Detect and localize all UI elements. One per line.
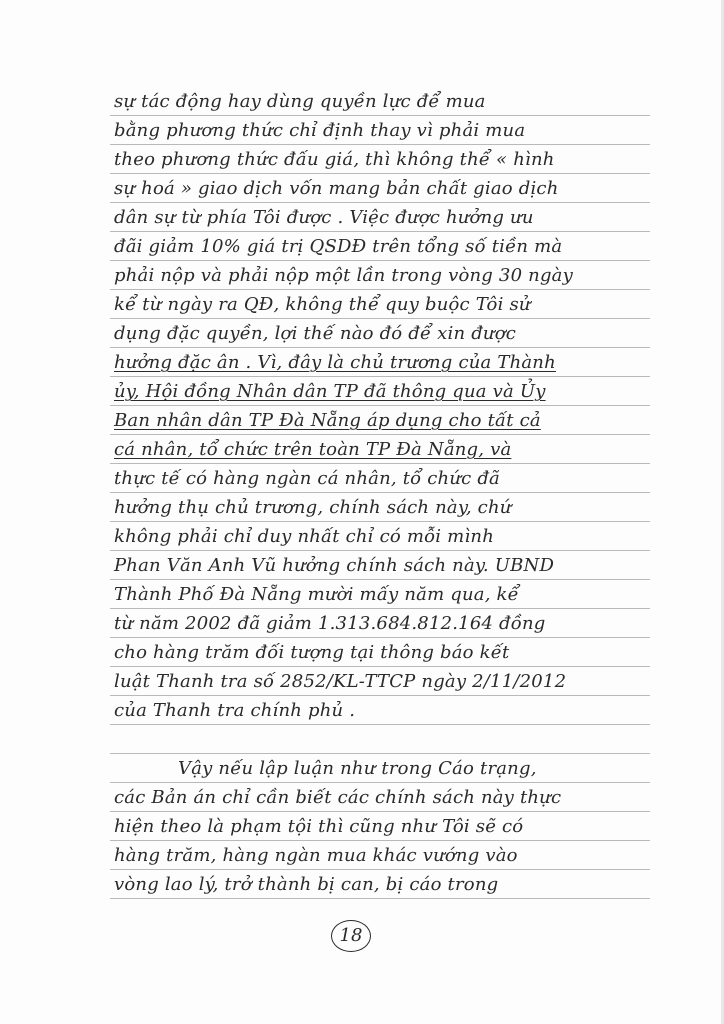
text-line: Thành Phố Đà Nẵng mười mấy năm qua, kể bbox=[114, 584, 519, 605]
ruled-line bbox=[110, 405, 650, 406]
ruled-line bbox=[110, 869, 650, 870]
ruled-line bbox=[110, 376, 650, 377]
ruled-line bbox=[110, 898, 650, 899]
ruled-line bbox=[110, 260, 650, 261]
ruled-line bbox=[110, 115, 650, 116]
text-line: hiện theo là phạm tội thì cũng như Tôi sẽ có bbox=[114, 816, 524, 837]
text-line: các Bản án chỉ cần biết các chính sách này thực bbox=[114, 787, 562, 808]
ruled-line bbox=[110, 637, 650, 638]
ruled-line bbox=[110, 202, 650, 203]
ruled-line bbox=[110, 753, 650, 754]
text-line: sự hoá » giao dịch vốn mang bản chất giao dịch bbox=[114, 178, 559, 199]
text-line: Ban nhân dân TP Đà Nẵng áp dụng cho tất cả bbox=[114, 410, 541, 431]
text-line: Phan Văn Anh Vũ hưởng chính sách này. UBND bbox=[114, 555, 555, 576]
ruled-line bbox=[110, 434, 650, 435]
text-line: hàng trăm, hàng ngàn mua khác vướng vào bbox=[114, 845, 518, 866]
text-line: ủy, Hội đồng Nhân dân TP đã thông qua và Ủy bbox=[114, 381, 546, 402]
ruled-line bbox=[110, 521, 650, 522]
text-line: đãi giảm 10% giá trị QSDĐ trên tổng số tiền mà bbox=[114, 236, 563, 257]
text-line: vòng lao lý, trở thành bị can, bị cáo trong bbox=[114, 874, 499, 895]
ruled-line bbox=[110, 695, 650, 696]
ruled-line bbox=[110, 289, 650, 290]
page-number: 18 bbox=[331, 920, 371, 952]
text-line: sự tác động hay dùng quyền lực để mua bbox=[114, 91, 486, 112]
text-line: luật Thanh tra số 2852/KL-TTCP ngày 2/11/2012 bbox=[114, 671, 567, 692]
ruled-line bbox=[110, 550, 650, 551]
text-line: kể từ ngày ra QĐ, không thể quy buộc Tôi sử bbox=[114, 294, 531, 315]
ruled-line bbox=[110, 231, 650, 232]
ruled-line bbox=[110, 608, 650, 609]
ruled-line bbox=[110, 463, 650, 464]
ruled-line bbox=[110, 579, 650, 580]
text-line: của Thanh tra chính phủ . bbox=[114, 700, 356, 721]
text-line: hưởng đặc ân . Vì, đây là chủ trương của Thành bbox=[114, 352, 556, 373]
text-line: dụng đặc quyền, lợi thế nào đó để xin được bbox=[114, 323, 517, 344]
text-line: dân sự từ phía Tôi được . Việc được hưởng ưu bbox=[114, 207, 534, 228]
ruled-line bbox=[110, 811, 650, 812]
text-line: không phải chỉ duy nhất chỉ có mỗi mình bbox=[114, 526, 494, 547]
text-line: từ năm 2002 đã giảm 1.313.684.812.164 đồng bbox=[114, 613, 546, 634]
ruled-line bbox=[110, 347, 650, 348]
ruled-line bbox=[110, 724, 650, 725]
text-line: Vậy nếu lập luận như trong Cáo trạng, bbox=[178, 758, 537, 779]
text-line: cá nhân, tổ chức trên toàn TP Đà Nẵng, và bbox=[114, 439, 512, 460]
text-line: theo phương thức đấu giá, thì không thể « hình bbox=[114, 149, 555, 170]
text-line: phải nộp và phải nộp một lần trong vòng 30 ngày bbox=[114, 265, 573, 286]
text-line: thực tế có hàng ngàn cá nhân, tổ chức đã bbox=[114, 468, 500, 489]
ruled-line bbox=[110, 318, 650, 319]
ruled-line bbox=[110, 782, 650, 783]
text-line: hưởng thụ chủ trương, chính sách này, chứ bbox=[114, 497, 512, 518]
text-line: bằng phương thức chỉ định thay vì phải mua bbox=[114, 120, 526, 141]
ruled-line bbox=[110, 840, 650, 841]
ruled-line bbox=[110, 492, 650, 493]
ruled-line bbox=[110, 144, 650, 145]
ruled-line bbox=[110, 666, 650, 667]
text-line: cho hàng trăm đối tượng tại thông báo kết bbox=[114, 642, 510, 663]
ruled-line bbox=[110, 173, 650, 174]
